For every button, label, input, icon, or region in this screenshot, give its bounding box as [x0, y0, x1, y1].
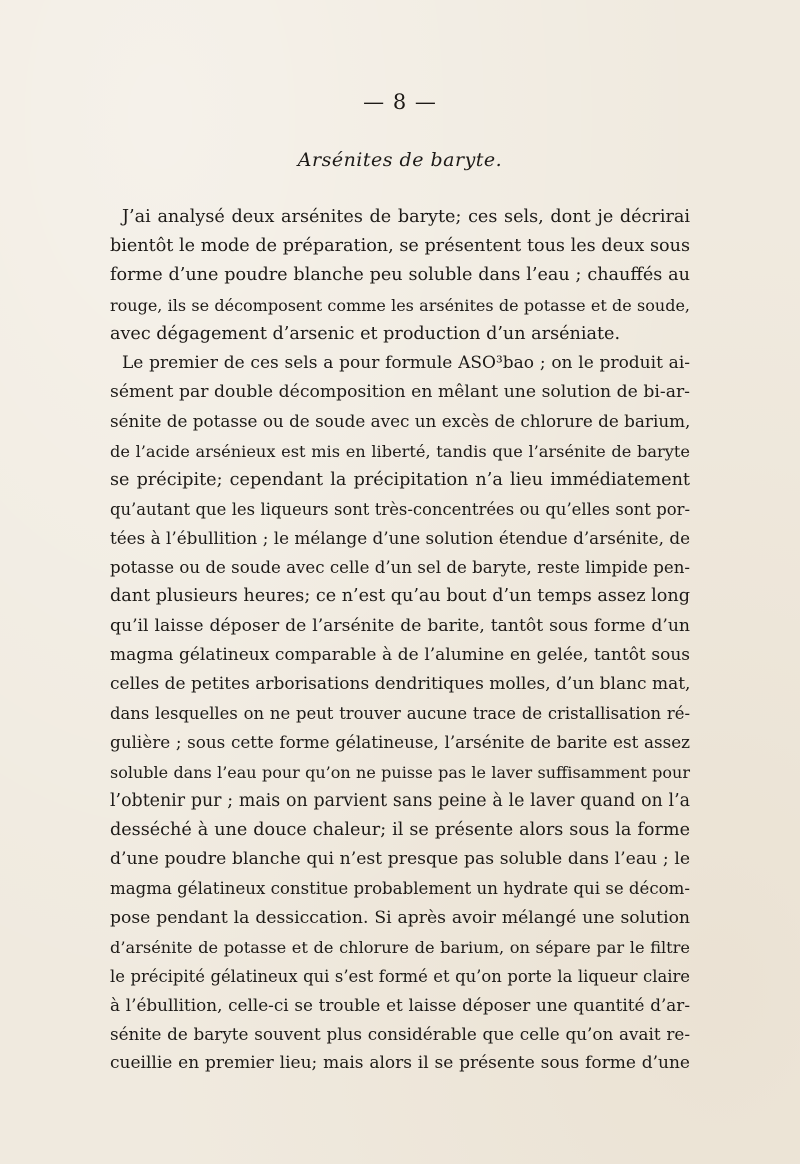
text-line: dant plusieurs heures; ce n’est qu’au bout d’un temps assez long: [110, 586, 690, 607]
text-line: rouge, ils se décomposent comme les arsénites de potasse et de soude,: [110, 295, 690, 315]
text-line: soluble dans l’eau pour qu’on ne puisse pas le laver suffisamment pour: [110, 762, 690, 782]
text-line: desséché à une douce chaleur; il se présente alors sous la forme: [110, 819, 690, 840]
text-line: potasse ou de soude avec celle d’un sel de baryte, reste limpide pen-: [110, 558, 690, 578]
text-line: qu’il laisse déposer de l’arsénite de barite, tantôt sous forme d’un: [110, 615, 690, 636]
text-line: magma gélatineux comparable à de l’alumine en gelée, tantôt sous: [110, 644, 690, 665]
text-line: forme d’une poudre blanche peu soluble dans l’eau ; chauffés au: [110, 265, 690, 286]
text-line: d’une poudre blanche qui n’est presque pas soluble dans l’eau ; le: [110, 849, 690, 870]
text-line: à l’ébullition, celle-ci se trouble et laisse déposer une quantité d’ar-: [110, 995, 690, 1016]
text-line: sément par double décomposition en mêlant une solution de bi-ar-: [110, 382, 690, 403]
text-line: bientôt le mode de préparation, se présentent tous les deux sous: [110, 236, 690, 257]
text-line: gulière ; sous cette forme gélatineuse, l’arsénite de barite est assez: [110, 732, 690, 753]
paragraph: [110, 203, 690, 349]
text-line: tées à l’ébullition ; le mélange d’une solution étendue d’arsénite, de: [110, 528, 690, 549]
text-line: pose pendant la dessiccation. Si après avoir mélangé une solution: [110, 907, 690, 928]
text-line: sénite de baryte souvent plus considérable que celle qu’on avait re-: [110, 1024, 690, 1045]
text-line: de l’acide arsénieux est mis en liberté, tandis que l’arsénite de baryte: [110, 441, 690, 461]
text-line: Le premier de ces sels a pour formule ASO³bao ; on le produit ai-: [122, 352, 690, 373]
text-line: sénite de potasse ou de soude avec un excès de chlorure de barium,: [110, 411, 691, 432]
text-line: se précipite; cependant la précipitation n’a lieu immédiatement: [110, 469, 690, 490]
page-number: — 8 —: [363, 90, 437, 114]
section-title: Arsénites de baryte.: [297, 149, 503, 171]
text-line: qu’autant que les liqueurs sont très-concentrées ou qu’elles sont por-: [110, 499, 690, 519]
text-line: d’arsénite de potasse et de chlorure de barium, on sépare par le filtre: [110, 937, 690, 957]
text-line: J’ai analysé deux arsénites de baryte; ces sels, dont je décrirai: [122, 207, 690, 227]
text-line: dans lesquelles on ne peut trouver aucune trace de cristallisation ré-: [110, 704, 690, 724]
text-line: magma gélatineux constitue probablement un hydrate qui se décom-: [110, 879, 690, 899]
text-line: avec dégagement d’arsenic et production d’un arséniate.: [110, 323, 621, 344]
paragraph: [110, 349, 690, 1079]
text-line: cueillie en premier lieu; mais alors il se présente sous forme d’une: [110, 1053, 690, 1074]
text-line: le précipité gélatineux qui s’est formé et qu’on porte la liqueur claire: [110, 966, 690, 986]
text-line: l’obtenir pur ; mais on parvient sans peine à le laver quand on l’a: [110, 790, 690, 811]
text-line: celles de petites arborisations dendritiques molles, d’un blanc mat,: [110, 674, 691, 694]
body-text: [110, 203, 690, 1079]
